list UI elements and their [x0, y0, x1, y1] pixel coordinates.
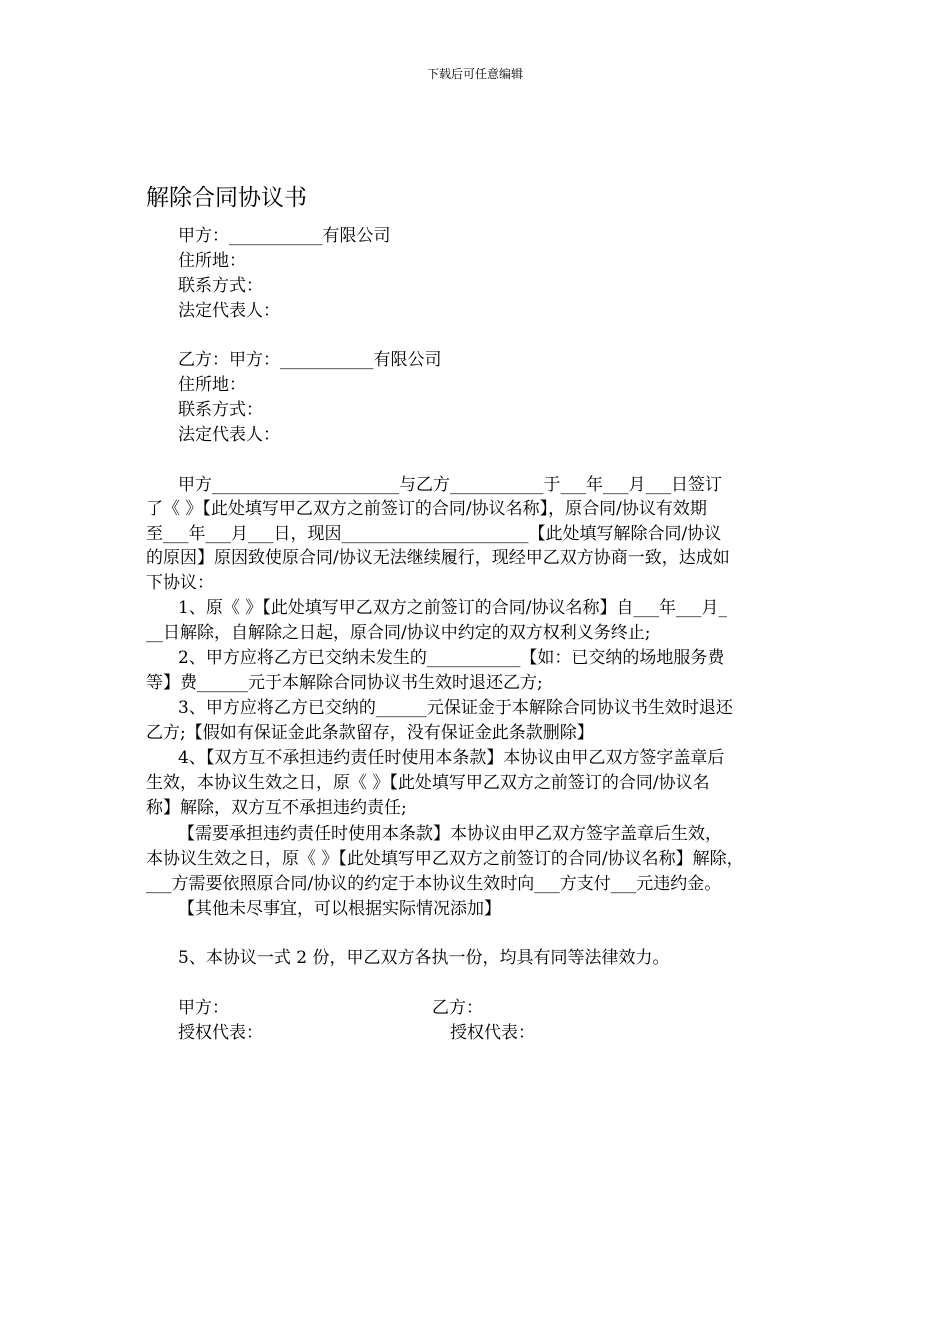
- other-matters-note: 【其他未尽事宜，可以根据实际情况添加】: [178, 899, 501, 919]
- preamble-line: 至___年___月___日，现因______________________【此处填写解除合同/协议: [146, 524, 722, 544]
- party-a-address: 住所地：: [178, 251, 246, 271]
- party-b-address: 住所地：: [178, 375, 246, 395]
- party-b-name: 乙方：甲方：___________有限公司: [178, 350, 442, 370]
- signature-party-a-rep: 授权代表：: [178, 1023, 263, 1043]
- preamble-line: 了《 》【此处填写甲乙双方之前签订的合同/协议名称】，原合同/协议有效期: [146, 499, 707, 519]
- clause-1-line: 1、原《 》【此处填写甲乙双方之前签订的合同/协议名称】自___年___月_: [178, 598, 727, 618]
- signature-party-a-label: 甲方：: [178, 998, 229, 1018]
- preamble-line: 甲方______________________与乙方___________于___年___月___日签订: [178, 475, 722, 495]
- page-header-note: 下载后可任意编辑: [426, 67, 523, 81]
- party-a-contact: 联系方式：: [178, 276, 263, 296]
- party-b-contact: 联系方式：: [178, 400, 263, 420]
- clause-4-alt-line: 【需要承担违约责任时使用本条款】本协议由甲乙双方签字盖章后生效，: [178, 824, 722, 844]
- clause-2-line: 等】费______元于本解除合同协议书生效时退还乙方;: [146, 673, 543, 693]
- clause-1-line: __日解除，自解除之日起，原合同/协议中约定的双方权利义务终止;: [146, 623, 651, 643]
- clause-3-line: 乙方;【假如有保证金此条款留存，没有保证金此条款删除】: [146, 723, 594, 743]
- clause-4-line: 称】解除，双方互不承担违约责任;: [146, 798, 407, 818]
- party-a-legal-rep: 法定代表人：: [178, 301, 280, 321]
- document-title: 解除合同协议书: [146, 185, 307, 211]
- signature-party-b-label: 乙方：: [432, 998, 483, 1018]
- signature-party-b-rep: 授权代表：: [450, 1023, 535, 1043]
- clause-4-alt-line: ___方需要依照原合同/协议的约定于本协议生效时向___方支付___元违约金。: [146, 874, 722, 894]
- clause-3-line: 3、甲方应将乙方已交纳的______元保证金于本解除合同协议书生效时退还: [178, 698, 733, 718]
- preamble-line: 的原因】原因致使原合同/协议无法继续履行，现经甲乙双方协商一致，达成如: [146, 548, 730, 568]
- clause-4-line: 4、【双方互不承担违约责任时使用本条款】本协议由甲乙双方签字盖章后: [178, 748, 725, 768]
- preamble-line: 下协议：: [146, 573, 214, 593]
- clause-2-line: 2、甲方应将乙方已交纳未发生的___________【如：已交纳的场地服务费: [178, 648, 725, 668]
- party-a-name: 甲方：___________有限公司: [178, 226, 391, 246]
- party-b-legal-rep: 法定代表人：: [178, 425, 280, 445]
- clause-5: 5、本协议一式 2 份，甲乙双方各执一份，均具有同等法律效力。: [178, 948, 670, 968]
- clause-4-alt-line: 本协议生效之日，原《 》【此处填写甲乙双方之前签订的合同/协议名称】解除，: [146, 849, 744, 869]
- clause-4-line: 生效，本协议生效之日，原《 》【此处填写甲乙双方之前签订的合同/协议名: [146, 773, 710, 793]
